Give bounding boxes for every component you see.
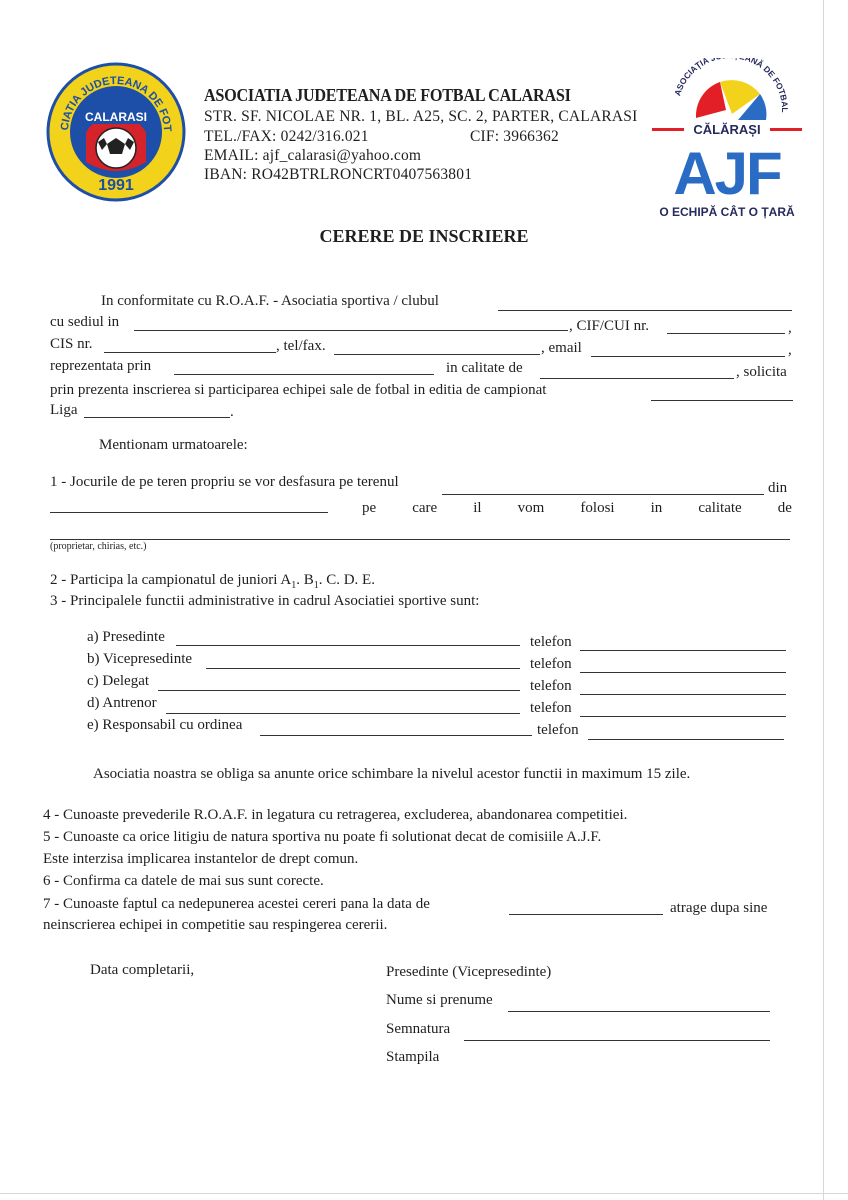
organization-address: STR. SF. NICOLAE NR. 1, BL. A25, SC. 2, PARTER, CALARASI — [204, 108, 638, 125]
item-1-word: pe — [362, 500, 377, 516]
telfax-field[interactable] — [334, 354, 540, 355]
organization-name: ASOCIATIA JUDETEANA DE FOTBAL CALARASI — [204, 85, 571, 105]
stamp-label: Stampila — [386, 1049, 440, 1065]
intro-cis-label: CIS nr. — [50, 336, 93, 352]
ajf-calarasi-logo — [648, 58, 806, 223]
role-delegate-phone-label: telefon — [530, 678, 572, 694]
right-logo-city: CĂLĂRAȘI — [693, 122, 761, 137]
role-delegate-phone-field[interactable] — [580, 694, 786, 695]
role-order-field[interactable] — [260, 735, 532, 736]
item-1-words — [362, 500, 792, 517]
item-1-word: calitate — [698, 500, 742, 516]
representative-field[interactable] — [174, 374, 434, 375]
intro-cif-label: , CIF/CUI nr. — [569, 318, 650, 334]
ajf-calarasi-1991-logo — [46, 62, 186, 202]
role-vice-president-label: b) Vicepresedinte — [87, 651, 193, 667]
right-logo-arc-text: ASOCIAȚIA ANĂ DE FOTBAL — [672, 58, 791, 113]
role-president-phone-label: telefon — [530, 634, 572, 650]
date-label: Data completarii, — [90, 962, 195, 978]
deadline-date-field[interactable] — [509, 914, 663, 915]
role-coach-phone-label: telefon — [530, 700, 572, 716]
organization-cif: CIF: 3966362 — [470, 128, 559, 145]
role-delegate-field[interactable] — [158, 690, 520, 691]
intro-requests-label: , solicita — [736, 364, 787, 380]
organization-email: EMAIL: ajf_calarasi@yahoo.com — [204, 147, 422, 164]
item-7-consequence: atrage dupa sine — [670, 900, 768, 916]
locality-field[interactable] — [50, 512, 328, 513]
item-1-word: il — [473, 500, 482, 516]
item-7-text: 7 - Cunoaste faptul ca nedepunerea acestei cereri pana la data de — [43, 896, 430, 912]
item-1-note: (proprietar, chirias, etc.) — [50, 541, 147, 552]
obligation-text: Asociatia noastra se obliga sa anunte orice schimbare la nivelul acestor functii in maximum 15 zile. — [93, 766, 691, 782]
scan-edge-right — [823, 0, 824, 1200]
intro-period: . — [230, 404, 234, 420]
cif-field[interactable] — [667, 333, 785, 334]
organization-iban: IBAN: RO42BTRLRONCRT0407563801 — [204, 166, 473, 183]
item-7-continuation: neinscrierea echipei in competitie sau respingerea cererii. — [43, 917, 388, 933]
item-1-word: vom — [517, 500, 545, 516]
mention-heading: Mentionam urmatoarele: — [99, 437, 248, 453]
role-vice-president-phone-field[interactable] — [580, 672, 786, 673]
item-4-text: 4 - Cunoaste prevederile R.O.A.F. in legatura cu retragerea, excluderea, abandonarea competitiei. — [43, 807, 628, 823]
role-coach-phone-field[interactable] — [580, 716, 786, 717]
role-delegate-label: c) Delegat — [87, 673, 150, 689]
left-logo-year: 1991 — [98, 177, 134, 194]
role-vice-president-field[interactable] — [206, 668, 520, 669]
item-1-word: care — [412, 500, 438, 516]
president-label: Presedinte (Vicepresedinte) — [386, 964, 552, 980]
item-1-word: de — [777, 500, 792, 516]
role-vice-president-phone-label: telefon — [530, 656, 572, 672]
role-order-phone-field[interactable] — [588, 739, 784, 740]
role-coach-label: d) Antrenor — [87, 695, 157, 711]
item-1-word: folosi — [580, 500, 615, 516]
role-coach-field[interactable] — [166, 713, 520, 714]
signature-label: Semnatura — [386, 1021, 451, 1037]
organization-tel-fax: TEL./FAX: 0242/316.021 — [204, 128, 369, 145]
item-5-b-text: Este interzisa implicarea instantelor de drept comun. — [43, 851, 359, 867]
club-name-field[interactable] — [498, 310, 792, 311]
email-field[interactable] — [591, 356, 785, 357]
item-6-text: 6 - Confirma ca datele de mai sus sunt corecte. — [43, 873, 324, 889]
right-logo-letters: AJF — [673, 140, 781, 207]
item-2-text: 2 - Participa la campionatul de juniori $A_1$. $B_1$. C. D. E. — [50, 572, 375, 591]
field-name-field[interactable] — [442, 494, 764, 495]
league-field[interactable] — [84, 417, 230, 418]
role-president-phone-field[interactable] — [580, 650, 786, 651]
intro-line-5: prin prezenta inscrierea si participarea echipei sale de fotbal in editia de campionat — [50, 382, 547, 398]
role-president-label: a) Presedinte — [87, 629, 165, 645]
scan-edge-bottom — [0, 1193, 848, 1194]
intro-seat-label: cu sediul in — [50, 314, 120, 330]
seat-field[interactable] — [134, 330, 568, 331]
signature-field[interactable] — [464, 1040, 770, 1041]
intro-represented-label: reprezentata prin — [50, 358, 152, 374]
usage-capacity-field[interactable] — [50, 539, 790, 540]
item-5-text: 5 - Cunoaste ca orice litigiu de natura sportiva nu poate fi solutionat decat de comisiile A.J.F. — [43, 829, 602, 845]
intro-line-1: In conformitate cu R.O.A.F. - Asociatia sportiva / clubul — [101, 293, 439, 309]
role-president-field[interactable] — [176, 645, 520, 646]
championship-edition-field[interactable] — [651, 400, 793, 401]
role-order-label: e) Responsabil cu ordinea — [87, 717, 243, 733]
role-order-phone-label: telefon — [537, 722, 579, 738]
left-logo-city: CALARASI — [85, 110, 147, 124]
intro-capacity-label: in calitate de — [446, 360, 523, 376]
capacity-field[interactable] — [540, 378, 734, 379]
item-1-text: 1 - Jocurile de pe teren propriu se vor desfasura pe terenul — [50, 474, 399, 490]
name-field[interactable] — [508, 1011, 770, 1012]
intro-email-label: , email — [541, 340, 582, 356]
item-3-text: 3 - Principalele functii administrative in cadrul Asociatiei sportive sunt: — [50, 593, 480, 609]
intro-league-label: Liga — [50, 402, 78, 418]
item-1-word: in — [650, 500, 663, 516]
intro-comma-2: , — [788, 342, 792, 358]
cis-field[interactable] — [104, 352, 276, 353]
name-label: Nume si prenume — [386, 992, 493, 1008]
item-1-from: din — [768, 480, 788, 496]
intro-telfax-label: , tel/fax. — [276, 338, 326, 354]
right-logo-slogan: O ECHIPĂ CÂT O ȚARĂ — [659, 205, 795, 219]
intro-comma: , — [788, 320, 792, 336]
page-title: CERERE DE INSCRIERE — [319, 226, 529, 246]
left-logo-arc-text: CIATIA JUDETEANA DE FOT — [58, 74, 174, 133]
